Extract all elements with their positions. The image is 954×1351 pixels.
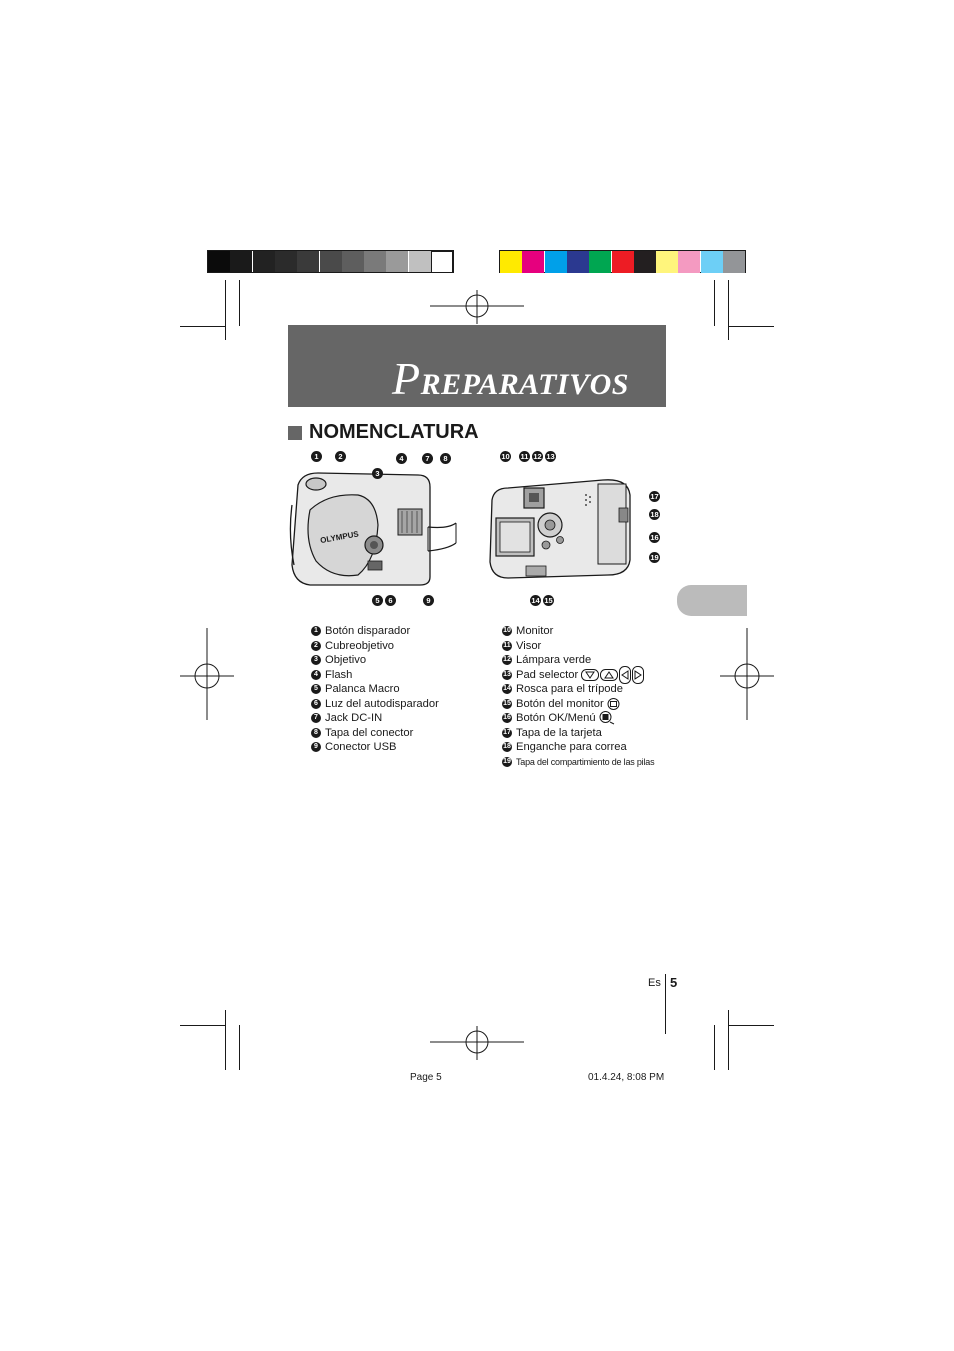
item-number: 16 [502,713,512,723]
legend-item [502,755,654,770]
item-number: 5 [311,684,321,694]
legend-item [311,668,439,683]
item-label: Tapa del compartimiento de las pilas [516,756,655,767]
item-label: Luz del autodisparador [325,697,439,710]
legend-item [502,697,654,712]
callout-number: 12 [533,452,542,461]
item-label: Tapa del conector [325,726,414,739]
callout-number: 10 [501,452,510,461]
item-number: 4 [311,670,321,680]
item-number: 12 [502,655,512,665]
down-triangle-icon [581,669,599,681]
item-label: Lámpara verde [516,654,592,666]
item-number: 18 [502,742,512,752]
legend-item [502,624,654,639]
color-swatch [545,251,567,273]
item-label: Rosca para el trípode [516,683,623,695]
callout-number: 2 [335,451,346,462]
legend-item [311,653,439,668]
item-number: 13 [502,670,512,680]
callout-number: 18 [650,510,659,519]
page-language: Es [648,977,661,989]
callout-number: 7 [422,453,433,464]
legend-item [502,740,654,755]
item-label: Jack DC-IN [325,712,383,724]
callout-number: 3 [372,468,383,479]
legend-item [311,697,439,712]
color-swatch [589,251,611,273]
legend-item [502,639,654,654]
up-triangle-icon [600,669,618,681]
callout-number: 14 [531,596,540,605]
item-label: Botón del monitor [516,697,604,710]
registration-mark-left [180,628,234,720]
page-number-divider [665,974,666,1034]
item-label: Visor [516,639,542,652]
menu-icon [599,711,615,725]
item-label: Conector USB [325,741,397,753]
item-number: 9 [311,742,321,752]
legend-item [502,711,654,726]
item-number: 14 [502,684,512,694]
page-title [392,352,629,405]
item-number: 15 [502,699,512,709]
item-label: Botón disparador [325,625,411,637]
camera-back-illustration [488,470,638,585]
legend-item [311,682,439,697]
color-swatch [522,251,544,273]
color-swatch [656,251,678,273]
item-label: Enganche para correa [516,741,627,753]
footer-page: Page 5 [410,1072,442,1083]
callout-number: 8 [440,453,451,464]
swatch-frame [207,250,454,273]
callout-number: 13 [546,452,555,461]
section-heading [288,421,479,444]
item-number: 6 [311,699,321,709]
section-tab [677,585,747,616]
brand-logo: OLYMPUS [319,529,360,546]
item-label: Pad selector [516,668,579,681]
item-number: 7 [311,713,321,723]
callout-number: 5 [372,595,383,606]
color-swatch [612,251,634,273]
item-number: 1 [311,626,321,636]
page-number: 5 [670,975,678,990]
legend-item [311,726,439,741]
callout-number: 15 [544,596,553,605]
legend-item [311,740,439,755]
item-label: Palanca Macro [325,683,400,695]
registration-mark-right [720,628,774,720]
callout-number: 16 [650,533,659,542]
legend-item [502,682,654,697]
legend-item [311,711,439,726]
registration-mark-top [430,290,524,324]
legend-right [502,624,654,769]
item-number: 8 [311,728,321,738]
square-bullet-icon [288,426,302,440]
title-initial: P [392,353,421,404]
legend-item [311,624,439,639]
item-number: 19 [502,757,512,767]
item-label: Botón OK/Menú [516,712,596,724]
item-number: 2 [311,641,321,651]
callout-number: 1 [311,451,322,462]
item-number: 11 [502,641,512,651]
monitor-icon [607,698,620,710]
item-label: Cubreobjetivo [325,639,395,652]
section-title: NOMENCLATURA [309,421,479,443]
color-swatch [678,251,700,273]
color-swatch [567,251,589,273]
item-label: Monitor [516,625,554,637]
callout-number: 11 [520,452,529,461]
color-swatch [634,251,656,273]
legend-left [311,624,439,755]
legend-item [502,668,654,683]
color-swatch [723,251,745,273]
callout-number: 19 [650,553,659,562]
right-triangle-icon [632,666,644,684]
item-number: 10 [502,626,512,636]
callout-number: 9 [423,595,434,606]
legend-item [311,639,439,654]
color-swatch [500,251,522,273]
item-label: Objetivo [325,654,367,666]
item-label: Tapa de la tarjeta [516,726,602,739]
item-label: Flash [325,668,353,681]
callout-number: 17 [650,492,659,501]
item-number: 3 [311,655,321,665]
callout-number: 6 [385,595,396,606]
title-rest: REPARATIVOS [420,368,629,401]
registration-mark-bottom [430,1026,524,1060]
camera-front-illustration [288,465,463,590]
item-number: 17 [502,728,512,738]
legend-item [502,726,654,741]
color-swatch [701,251,723,273]
callout-number: 4 [396,453,407,464]
footer-timestamp: 01.4.24, 8:08 PM [588,1072,665,1083]
